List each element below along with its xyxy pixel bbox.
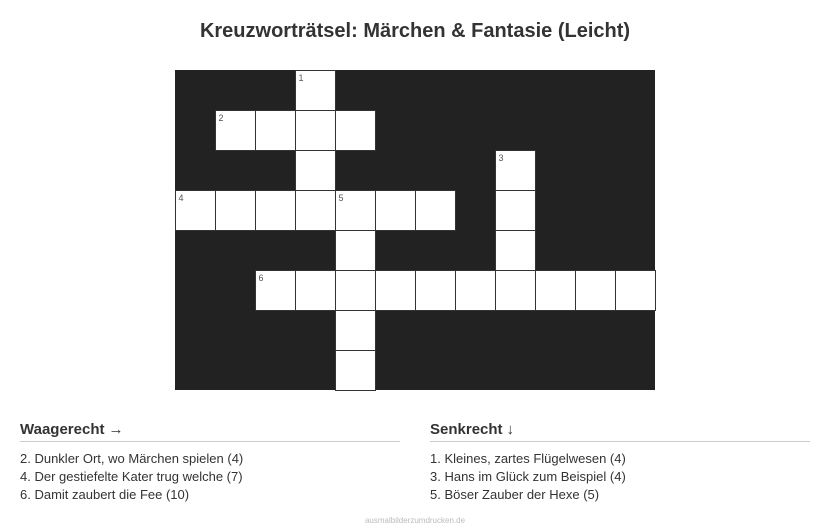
- clue-number: 2: [218, 112, 224, 123]
- crossword-cell[interactable]: [455, 270, 496, 311]
- down-heading-label: Senkrecht: [430, 421, 503, 438]
- crossword-cell[interactable]: [295, 270, 336, 311]
- crossword-cell[interactable]: [335, 310, 376, 351]
- puzzle-title: Kreuzworträtsel: Märchen & Fantasie (Leicht): [199, 20, 631, 42]
- down-clue: 1. Kleines, zartes Flügelwesen (4): [430, 451, 626, 466]
- crossword-cell[interactable]: [495, 270, 536, 311]
- crossword-cell[interactable]: [255, 110, 296, 151]
- across-heading-label: Waagerecht: [20, 421, 105, 438]
- crossword-cell[interactable]: [495, 150, 536, 191]
- crossword-cell[interactable]: [375, 270, 416, 311]
- crossword-cell[interactable]: [375, 190, 416, 231]
- crossword-cell[interactable]: [215, 190, 256, 231]
- clue-number: 1: [298, 72, 304, 83]
- across-clue: 6. Damit zaubert die Fee (10): [20, 487, 190, 502]
- crossword-cell[interactable]: [415, 270, 456, 311]
- crossword-cell[interactable]: [495, 230, 536, 271]
- across-clue: 2. Dunkler Ort, wo Märchen spielen (4): [20, 451, 244, 466]
- crossword-cell[interactable]: [615, 270, 656, 311]
- down-clue: 5. Böser Zauber der Hexe (5): [430, 487, 600, 502]
- crossword-cell[interactable]: [575, 270, 616, 311]
- crossword-cell[interactable]: [335, 270, 376, 311]
- clue-number: 4: [178, 192, 184, 203]
- clue-number: 5: [338, 192, 344, 203]
- crossword-cell[interactable]: [215, 110, 256, 151]
- across-clues: [20, 420, 400, 504]
- crossword-grid: [175, 70, 655, 390]
- crossword-cell[interactable]: [535, 270, 576, 311]
- down-arrow-icon: ↓: [506, 421, 515, 438]
- crossword-cell[interactable]: [335, 190, 376, 231]
- crossword-cell[interactable]: [335, 350, 376, 391]
- crossword-cell[interactable]: [295, 70, 336, 111]
- clue-number: 6: [258, 272, 264, 283]
- source-footer: ausmalbilderzumdrucken.de: [364, 516, 466, 525]
- down-heading: [430, 420, 810, 442]
- crossword-cell[interactable]: [175, 190, 216, 231]
- down-clue: 3. Hans im Glück zum Beispiel (4): [430, 469, 626, 484]
- down-clues: [430, 420, 810, 504]
- crossword-cell[interactable]: [495, 190, 536, 231]
- crossword-cell[interactable]: [415, 190, 456, 231]
- crossword-cell[interactable]: [335, 110, 376, 151]
- crossword-cell[interactable]: [255, 270, 296, 311]
- clue-number: 3: [498, 152, 504, 163]
- crossword-cell[interactable]: [295, 190, 336, 231]
- crossword-cell[interactable]: [295, 150, 336, 191]
- crossword-cell[interactable]: [295, 110, 336, 151]
- across-clue: 4. Der gestiefelte Kater trug welche (7): [20, 469, 243, 484]
- right-arrow-icon: →: [108, 421, 124, 438]
- crossword-cell[interactable]: [255, 190, 296, 231]
- crossword-cell[interactable]: [335, 230, 376, 271]
- across-heading: [20, 420, 400, 442]
